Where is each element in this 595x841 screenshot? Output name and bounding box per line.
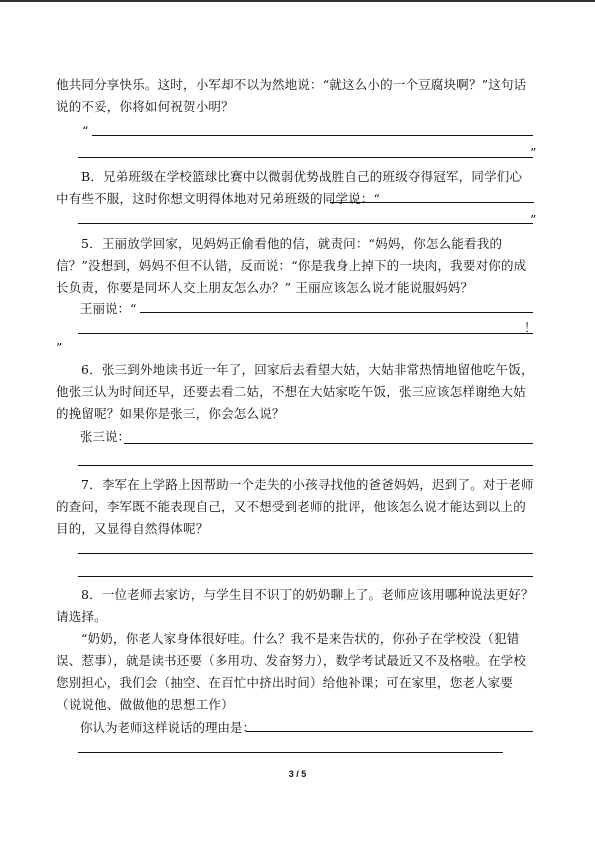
answer-line[interactable]: [246, 731, 533, 732]
answer-line[interactable]: [124, 443, 533, 444]
zhangsan-label: 张三说：: [80, 429, 131, 444]
answer-line[interactable]: [78, 333, 533, 334]
wangli-label: 王丽说：“: [80, 301, 137, 316]
close-quote-mark: ”: [530, 212, 537, 227]
answer-line[interactable]: [78, 752, 503, 753]
question-6: 6．张三到外地读书近一年了，回家后去看望大姑，大姑非常热情地留他吃午饭，他张三认为时间还早，还要去看二姑，不想在大姑家吃午饭，张三应该怎样谢绝大姑的挽留呢？如果你是张三，你会怎么说？: [56, 362, 534, 421]
page-top-border: [0, 0, 595, 2]
answer-line[interactable]: [78, 553, 533, 554]
reason-label: 你认为老师这样说话的理由是：: [80, 720, 256, 735]
close-quote-mark: ”: [56, 340, 63, 355]
answer-line[interactable]: [140, 312, 533, 313]
answer-line[interactable]: [330, 202, 534, 203]
close-quote-mark: ”: [530, 145, 537, 160]
exclamation-mark: ！: [524, 320, 537, 335]
answer-line[interactable]: [78, 465, 533, 466]
answer-line[interactable]: [78, 157, 533, 158]
intro-paragraph: 他共同分享快乐。这时，小军却不以为然地说：“就这么小的一个豆腐块啊？”这句话说的不妥，你将如何祝贺小明？: [56, 77, 527, 114]
question-7: 7．李军在上学路上因帮助一个走失的小孩寻找他的爸爸妈妈，迟到了。对于老师的查问，李军既不能表现自己，又不想受到老师的批评，他该怎么说才能达到以上的目的，又显得自然得体呢？: [56, 477, 534, 536]
answer-line[interactable]: [92, 135, 533, 136]
answer-line[interactable]: [78, 576, 533, 577]
question-5: 5．王丽放学回家，见妈妈正偷看他的信，就责问：“妈妈，你怎么能看我的信？”没想到，妈妈不但不认错，反而说：“你是我身上掉下的一块肉，我要对你的成长负责，你要是同坏人交上朋友怎么办？” 王丽应该怎么说才能说服妈妈？: [56, 236, 527, 295]
page-number: 3 / 5: [288, 769, 307, 779]
question-8-quote: “奶奶，你老人家身体很好哇。什么？我不是来告状的，你孙子在学校没（犯错误、惹事），就是读书还要（多用功、发奋努力），数学考试最近又不及格啦。在学校您别担心，我们会（抽空、在百忙中挤出时间）给他补课；可在家里，您老人家要（说说他、做做他的思想工作）: [56, 631, 527, 712]
answer-line[interactable]: [78, 223, 533, 224]
question-b: B．兄弟班级在学校篮球比赛中以微弱优势战胜自己的班级夺得冠军，同学们心中有些不服，这时你想文明得体地对兄弟班级的同学说：“: [56, 169, 523, 206]
question-8: 8．一位老师去家访，与学生目不识丁的奶奶聊上了。老师应该用哪种说法更好？请选择。: [56, 587, 534, 624]
open-quote-mark: “: [82, 123, 89, 138]
